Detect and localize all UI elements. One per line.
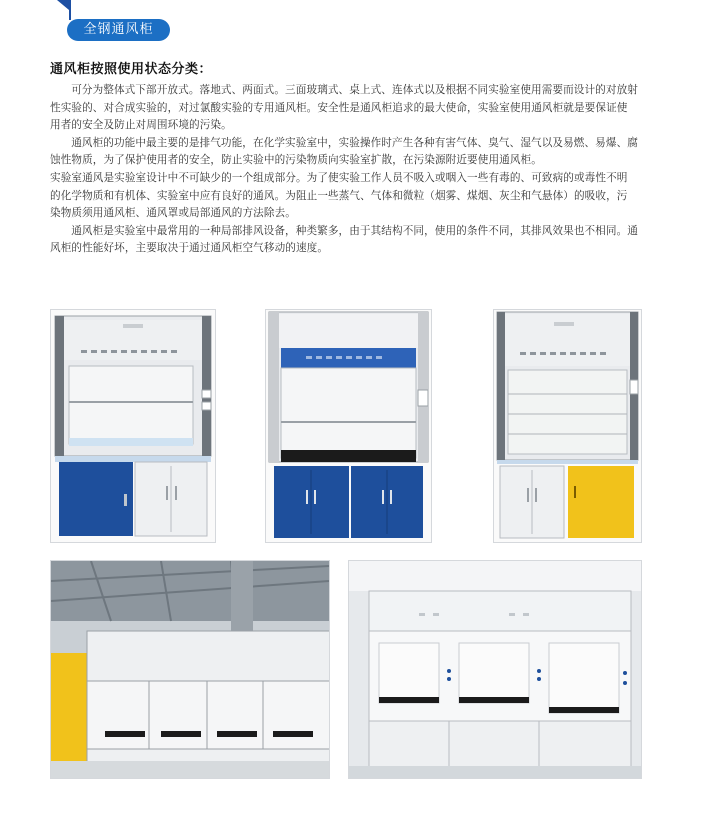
fume-hood-illustration [494,310,641,542]
lab-row-illustration [51,561,329,778]
paragraph-4: 通风柜是实验室中最常用的一种局部排风设备，种类繁多，由于其结构不同，使用的条件不同，其排风效果也不相同。通风柜的性能好坏，主要取决于通过通风柜空气移动的速度。 [50,224,638,255]
fume-hood-photo-2 [265,309,432,543]
lab-row-illustration [349,561,641,778]
paragraph-2: 通风柜的功能中最主要的是排气功能，在化学实验室中，实验操作时产生各种有害气体、臭气、湿气以及易燃、易爆、腐蚀性物质，为了保护使用者的安全，防止实验中的污染物质向实验室扩散，在污染源附近要使用通风柜。 [50,136,638,167]
fume-hood-row-photo-1 [50,560,330,779]
paragraph-1: 可分为整体式下部开放式。落地式、两面式。三面玻璃式、桌上式、连体式以及根据不同实验室使用需要而设计的对放射性实验的、对合成实验的，对过氯酸实验的专用通风柜。安全性是通风柜追求的最大使命，实验室使用通风柜就是要保证使用者的安全及防止对周围环境的污染。 [50,84,638,132]
fume-hood-photo-1 [50,309,216,543]
fume-hood-row-photo-2 [348,560,642,779]
corner-line [69,0,71,20]
article-body [50,82,638,258]
paragraph-3: 实验室通风是实验室设计中不可缺少的一个组成部分。为了使实验工作人员不吸入或咽入一些有毒的、可致病的或毒性不明的化学物质和有机体、实验室中应有良好的通风。为阻止一些蒸气、气体和微粒（烟雾、煤烟、灰尘和气悬体）的吸收，污染物质须用通风柜、通风罩或局部通风的方法除去。 [50,171,628,220]
fume-hood-illustration [51,310,215,542]
section-badge: 全钢通风柜 [67,19,170,41]
corner-decoration [57,0,69,10]
article-heading: 通风柜按照使用状态分类： [50,62,213,77]
fume-hood-photo-3 [493,309,642,543]
fume-hood-illustration [266,310,431,542]
